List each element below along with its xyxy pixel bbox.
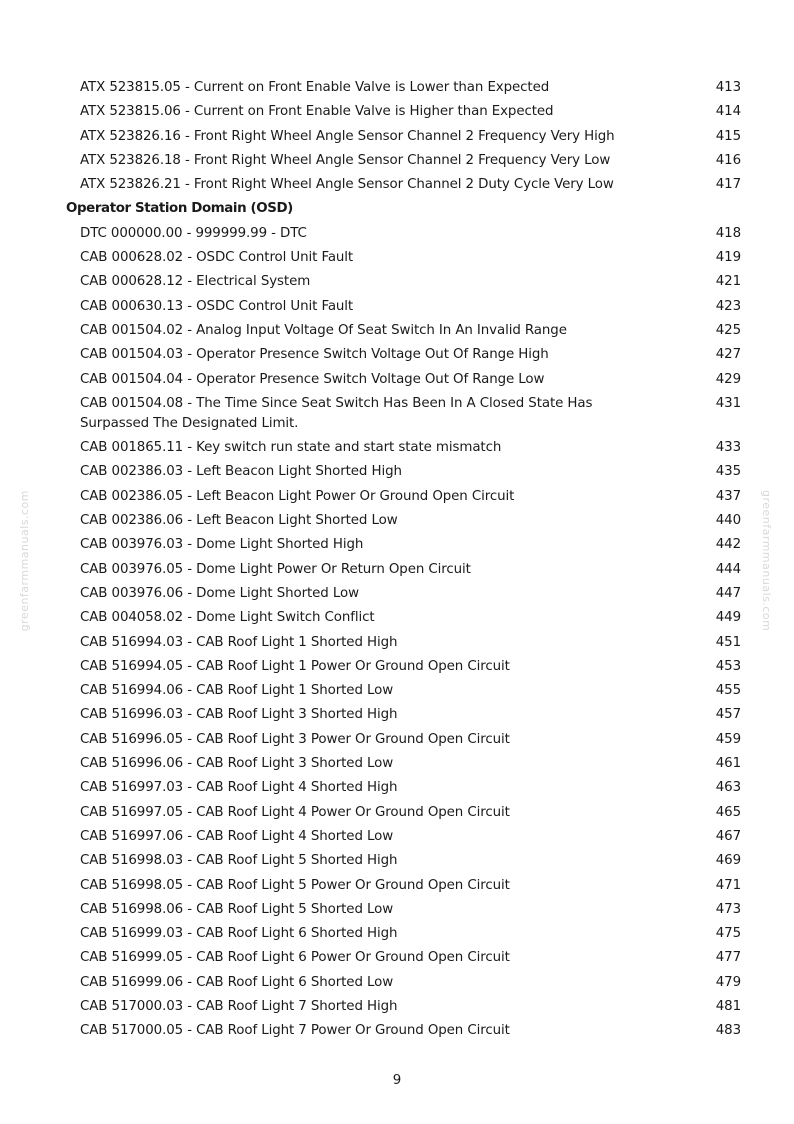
toc-entry-page-number: 463	[715, 780, 741, 796]
toc-entry-page-number: 425	[715, 322, 741, 338]
toc-entry-title: ATX 523826.18 - Front Right Wheel Angle Sensor Channel 2 Frequency Very Low	[80, 152, 611, 168]
watermark-left: greenfarmmanuals.com	[18, 490, 31, 632]
toc-entry-page-number: 433	[715, 440, 741, 456]
toc-entry-page-number: 459	[715, 731, 741, 747]
toc-entry-title: CAB 000628.02 - OSDC Control Unit Fault	[80, 250, 354, 266]
toc-entry-page-number: 440	[715, 513, 741, 529]
toc-entry-title: CAB 516996.06 - CAB Roof Light 3 Shorted Low	[80, 756, 394, 772]
toc-entry[interactable]	[66, 679, 746, 703]
toc-entry[interactable]	[66, 1019, 746, 1043]
toc-entry-title: ATX 523826.21 - Front Right Wheel Angle Sensor Channel 2 Duty Cycle Very Low	[80, 177, 614, 193]
toc-entry[interactable]	[66, 125, 746, 149]
toc-entry-title: CAB 517000.05 - CAB Roof Light 7 Power Or Ground Open Circuit	[80, 1023, 510, 1039]
toc-entry[interactable]	[66, 460, 746, 484]
toc-entry-title: CAB 000630.13 - OSDC Control Unit Fault	[80, 298, 354, 314]
toc-entry-title: ATX 523815.06 - Current on Front Enable Valve is Higher than Expected	[80, 104, 554, 120]
toc-entry-page-number: 444	[715, 561, 741, 577]
toc-entry[interactable]	[66, 100, 746, 124]
toc-entry-title: CAB 516994.05 - CAB Roof Light 1 Power Or Ground Open Circuit	[80, 658, 510, 674]
toc-entry-page-number: 469	[715, 853, 741, 869]
toc-entry-title: CAB 001504.02 - Analog Input Voltage Of Seat Switch In An Invalid Range	[80, 322, 567, 338]
toc-entry-page-number: 479	[715, 974, 741, 990]
toc-entry[interactable]	[66, 368, 746, 392]
toc-entry-page-number: 414	[715, 104, 741, 120]
toc-entry-title: CAB 002386.05 - Left Beacon Light Power Or Ground Open Circuit	[80, 488, 515, 504]
toc-entry-title: CAB 516999.06 - CAB Roof Light 6 Shorted Low	[80, 974, 394, 990]
toc-entry-title: CAB 517000.03 - CAB Roof Light 7 Shorted High	[80, 998, 398, 1014]
toc-entry-page-number: 423	[715, 298, 741, 314]
toc-entry[interactable]	[66, 946, 746, 970]
toc-entry-title: CAB 516997.03 - CAB Roof Light 4 Shorted High	[80, 780, 398, 796]
toc-entry[interactable]	[66, 703, 746, 727]
toc-entry-page-number: 415	[715, 128, 741, 144]
toc-group-atx	[66, 76, 746, 197]
toc-entry-page-number: 417	[715, 177, 741, 193]
toc-entry[interactable]	[66, 995, 746, 1019]
toc-entry-title: CAB 002386.06 - Left Beacon Light Shorted Low	[80, 513, 398, 529]
toc-entry-page-number: 416	[715, 152, 741, 168]
page-number: 9	[392, 1073, 402, 1088]
toc-entry[interactable]	[66, 319, 746, 343]
toc-entry[interactable]	[66, 752, 746, 776]
toc-entry[interactable]	[66, 898, 746, 922]
toc-entry-title: CAB 000628.12 - Electrical System	[80, 274, 311, 290]
toc-entry-page-number: 429	[715, 371, 741, 387]
toc-entry-page-number: 453	[715, 658, 741, 674]
toc-entry[interactable]	[66, 485, 746, 509]
toc-entry-page-number: 481	[715, 998, 741, 1014]
toc-entry-page-number: 449	[715, 610, 741, 626]
toc-entry-page-number: 442	[715, 537, 741, 553]
toc-entry[interactable]	[66, 825, 746, 849]
toc-entry[interactable]	[66, 222, 746, 246]
toc-entry[interactable]	[66, 436, 746, 460]
toc-entry[interactable]	[66, 392, 746, 436]
toc-entry-title: ATX 523815.05 - Current on Front Enable Valve is Lower than Expected	[80, 80, 550, 95]
toc-entry[interactable]	[66, 606, 746, 630]
toc-entry-page-number: 461	[715, 756, 741, 772]
toc-entry[interactable]	[66, 655, 746, 679]
toc-entry[interactable]	[66, 246, 746, 270]
toc-entry-page-number: 473	[715, 901, 741, 917]
toc-entry-title: ATX 523826.16 - Front Right Wheel Angle Sensor Channel 2 Frequency Very High	[80, 128, 615, 144]
toc-entry-page-number: 421	[715, 274, 741, 290]
toc-entry-title: CAB 004058.02 - Dome Light Switch Conflict	[80, 610, 375, 626]
toc-entry[interactable]	[66, 971, 746, 995]
toc-entry[interactable]	[66, 582, 746, 606]
toc-entry-title: CAB 516998.03 - CAB Roof Light 5 Shorted High	[80, 853, 398, 869]
toc-entry[interactable]	[66, 533, 746, 557]
toc-entry[interactable]	[66, 558, 746, 582]
table-of-contents	[66, 76, 746, 1044]
toc-entry-title: CAB 516996.05 - CAB Roof Light 3 Power Or Ground Open Circuit	[80, 731, 510, 747]
toc-entry-page-number: 467	[715, 828, 741, 844]
toc-entry[interactable]	[66, 801, 746, 825]
toc-entry-page-number: 477	[715, 950, 741, 966]
toc-entry[interactable]	[66, 631, 746, 655]
toc-entry-page-number: 471	[715, 877, 741, 893]
toc-entry[interactable]	[66, 149, 746, 173]
toc-entry-title: CAB 516994.06 - CAB Roof Light 1 Shorted Low	[80, 683, 394, 699]
toc-entry-page-number: 483	[715, 1023, 741, 1039]
toc-entry-title: CAB 003976.06 - Dome Light Shorted Low	[80, 585, 359, 601]
toc-entry-title: CAB 516994.03 - CAB Roof Light 1 Shorted High	[80, 634, 398, 650]
toc-entry-title: CAB 001865.11 - Key switch run state and start state mismatch	[80, 440, 502, 456]
toc-entry[interactable]	[66, 173, 746, 197]
watermark-right: greenfarmmanuals.com	[760, 490, 773, 632]
toc-entry[interactable]	[66, 728, 746, 752]
toc-entry-title: CAB 516998.06 - CAB Roof Light 5 Shorted Low	[80, 901, 394, 917]
toc-entry-title: CAB 516999.05 - CAB Roof Light 6 Power Or Ground Open Circuit	[80, 950, 510, 966]
toc-entry-title: CAB 003976.03 - Dome Light Shorted High	[80, 537, 364, 553]
toc-entry[interactable]	[66, 849, 746, 873]
toc-entry[interactable]	[66, 509, 746, 533]
toc-entry-page-number: 447	[715, 585, 741, 601]
toc-entry-page-number: 457	[715, 707, 741, 723]
toc-entry-page-number: 465	[715, 804, 741, 820]
toc-entry-title: CAB 516997.06 - CAB Roof Light 4 Shorted Low	[80, 828, 394, 844]
toc-entry-page-number: 451	[715, 634, 741, 650]
toc-entry[interactable]	[66, 76, 746, 100]
toc-entry-title: CAB 001504.04 - Operator Presence Switch Voltage Out Of Range Low	[80, 371, 545, 387]
toc-entry[interactable]	[66, 874, 746, 898]
toc-entry-page-number: 427	[715, 347, 741, 363]
toc-entry-page-number: 435	[715, 464, 741, 480]
toc-entry-title: CAB 516998.05 - CAB Roof Light 5 Power Or Ground Open Circuit	[80, 877, 510, 893]
toc-entry-title: CAB 002386.03 - Left Beacon Light Shorted High	[80, 464, 402, 480]
toc-entry[interactable]	[66, 776, 746, 800]
toc-entry[interactable]	[66, 295, 746, 319]
toc-entry-page-number: 418	[715, 225, 741, 241]
toc-entry[interactable]	[66, 922, 746, 946]
toc-entry[interactable]	[66, 343, 746, 367]
toc-entry-page-number: 455	[715, 683, 741, 699]
toc-entry-title: CAB 001504.08 - The Time Since Seat Switch Has Been In A Closed State Has Surpassed The Designated Limit.	[80, 395, 593, 431]
toc-entry-page-number: 419	[715, 250, 741, 266]
toc-entry-title: CAB 516996.03 - CAB Roof Light 3 Shorted High	[80, 707, 398, 723]
toc-entry-page-number: 475	[715, 926, 741, 942]
toc-entry-title: DTC 000000.00 - 999999.99 - DTC	[80, 225, 307, 241]
toc-entry-page-number: 413	[715, 80, 741, 95]
toc-entry-title: CAB 001504.03 - Operator Presence Switch Voltage Out Of Range High	[80, 347, 549, 363]
toc-entry-title: CAB 003976.05 - Dome Light Power Or Return Open Circuit	[80, 561, 471, 577]
toc-entry-page-number: 431	[715, 395, 741, 411]
toc-entry-title: CAB 516999.03 - CAB Roof Light 6 Shorted High	[80, 926, 398, 942]
toc-group-osd	[66, 222, 746, 1044]
toc-entry-title: CAB 516997.05 - CAB Roof Light 4 Power Or Ground Open Circuit	[80, 804, 510, 820]
toc-entry-page-number: 437	[715, 488, 741, 504]
toc-entry[interactable]	[66, 270, 746, 294]
section-heading-osd: Operator Station Domain (OSD)	[66, 201, 293, 217]
